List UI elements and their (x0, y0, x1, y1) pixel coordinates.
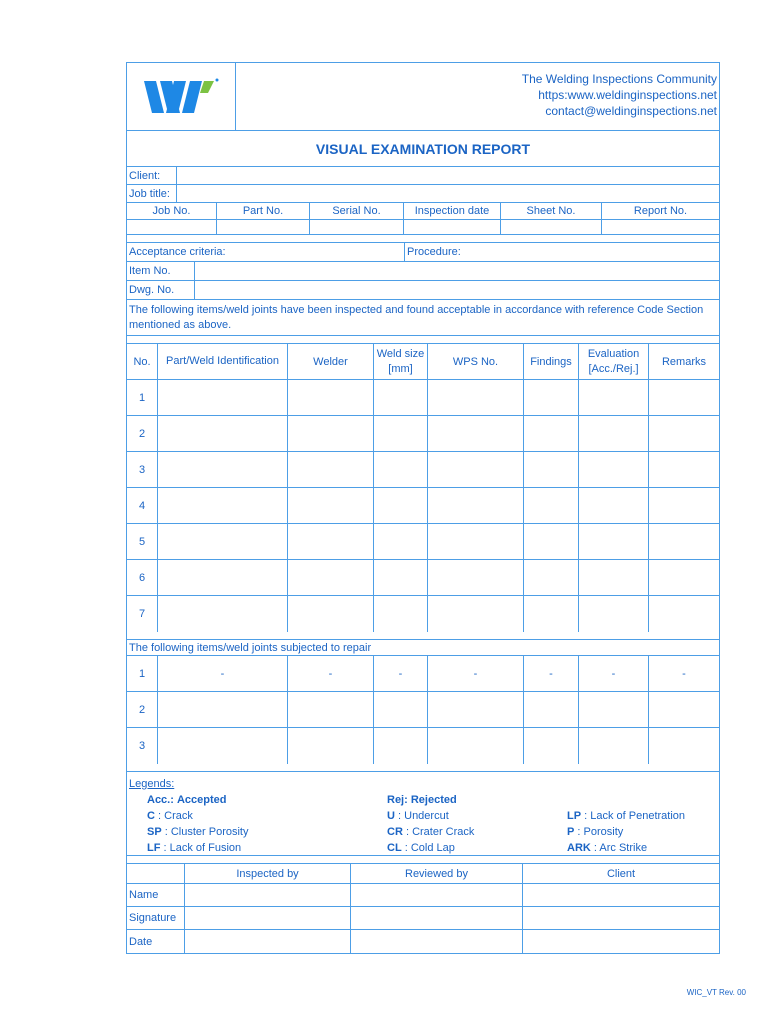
signoff-corner (127, 864, 185, 883)
client-row (127, 167, 719, 185)
col-evaluation: Evaluation [Acc./Rej.] (579, 344, 649, 379)
repair-table-body (127, 656, 719, 764)
part-no-field[interactable] (217, 220, 310, 234)
col-remarks: Remarks (661, 355, 706, 368)
row-number: 7 (127, 596, 158, 632)
job-no-header: Job No. (127, 203, 217, 219)
signoff-row (127, 907, 719, 930)
signoff-body (127, 884, 719, 953)
row-number: 6 (127, 560, 158, 595)
table-cell[interactable] (649, 596, 719, 632)
criteria-row (127, 243, 719, 262)
signoff-row (127, 930, 719, 953)
table-cell[interactable] (649, 692, 719, 727)
repair-row (127, 728, 719, 764)
legend-item (567, 792, 727, 808)
col-no: No. (127, 344, 158, 379)
table-cell[interactable] (524, 380, 579, 415)
table-cell[interactable] (524, 416, 579, 451)
table-cell[interactable] (649, 452, 719, 487)
signoff-row (127, 884, 719, 907)
inspection-row (127, 416, 719, 452)
legend-item: CR : Crater Crack (387, 826, 475, 838)
table-cell[interactable] (579, 728, 649, 764)
row-number: 1 (127, 656, 158, 691)
table-cell[interactable] (579, 692, 649, 727)
sheet-no-header: Sheet No. (501, 203, 602, 219)
table-cell[interactable] (428, 488, 524, 523)
job-title-row (127, 185, 719, 203)
table-cell[interactable] (158, 596, 288, 632)
table-cell[interactable] (374, 596, 428, 632)
serial-no-header: Serial No. (310, 203, 404, 219)
col-welder: Welder (288, 344, 374, 379)
inspection-row (127, 596, 719, 632)
item-no-field[interactable] (195, 262, 719, 280)
table-cell[interactable] (374, 524, 428, 559)
client-header: Client (606, 867, 636, 880)
company-logo (127, 63, 236, 130)
acceptance-statement: The following items/weld joints have been inspected and found acceptable in accordance with reference Code Section mentioned as above. (129, 303, 704, 331)
table-cell[interactable] (428, 416, 524, 451)
legend-item: ARK : Arc Strike (567, 842, 648, 854)
signoff-field[interactable] (351, 930, 523, 953)
wi-logo-icon (142, 75, 220, 119)
inspection-date-header: Inspection date (404, 203, 501, 219)
table-cell[interactable] (428, 692, 524, 727)
table-cell[interactable] (649, 416, 719, 451)
table-cell[interactable] (579, 416, 649, 451)
table-cell[interactable] (374, 560, 428, 595)
legend-item: SP : Cluster Porosity (147, 826, 249, 838)
table-cell[interactable] (158, 692, 288, 727)
table-cell[interactable] (428, 596, 524, 632)
inspected-by-header: Inspected by (185, 864, 351, 883)
report-no-header: Report No. (633, 205, 688, 217)
table-cell[interactable] (428, 380, 524, 415)
table-cell[interactable] (649, 560, 719, 595)
spacer-row (127, 336, 719, 344)
sheet-no-field[interactable] (501, 220, 602, 234)
job-title-label: Job title: (127, 185, 177, 202)
table-cell[interactable] (288, 728, 374, 764)
legends-grid (147, 792, 727, 856)
table-cell[interactable] (428, 728, 524, 764)
col-part-weld: Part/Weld Identification (158, 344, 288, 379)
table-cell[interactable] (428, 560, 524, 595)
signoff-label: Signature (127, 907, 185, 929)
legends-title: Legends: (129, 778, 175, 790)
table-cell[interactable]: - (428, 656, 524, 691)
table-cell[interactable] (374, 452, 428, 487)
table-cell[interactable] (524, 488, 579, 523)
document-code: WIC_VT Rev. 00 (686, 988, 746, 997)
inspection-row (127, 452, 719, 488)
inspection-row (127, 524, 719, 560)
table-cell[interactable] (288, 488, 374, 523)
row-number: 2 (127, 416, 158, 451)
report-form (126, 62, 720, 954)
table-cell[interactable] (288, 596, 374, 632)
signoff-field[interactable] (185, 907, 351, 929)
table-cell[interactable] (649, 380, 719, 415)
table-cell[interactable] (158, 416, 288, 451)
procedure-label: Procedure: (407, 246, 461, 258)
acceptance-criteria-label: Acceptance criteria: (127, 243, 405, 261)
dwg-no-row (127, 281, 719, 300)
table-cell[interactable]: - (524, 656, 579, 691)
table-cell[interactable] (579, 452, 649, 487)
spacer-row (127, 856, 719, 864)
table-cell[interactable] (288, 452, 374, 487)
inspection-row (127, 560, 719, 596)
col-wps: WPS No. (428, 344, 524, 379)
job-no-field[interactable] (127, 220, 217, 234)
repair-row (127, 656, 719, 692)
table-cell[interactable] (649, 524, 719, 559)
table-cell[interactable] (288, 524, 374, 559)
table-cell[interactable] (374, 488, 428, 523)
signoff-header (127, 864, 719, 884)
table-cell[interactable] (158, 560, 288, 595)
row-number: 1 (127, 380, 158, 415)
table-cell[interactable] (579, 380, 649, 415)
table-cell[interactable] (524, 560, 579, 595)
report-title-row (127, 131, 719, 167)
item-no-row (127, 262, 719, 281)
client-label: Client: (127, 167, 177, 184)
table-cell[interactable]: - (579, 656, 649, 691)
table-cell[interactable] (524, 596, 579, 632)
signoff-field[interactable] (351, 884, 523, 906)
table-cell[interactable] (524, 692, 579, 727)
table-cell[interactable] (374, 692, 428, 727)
table-cell[interactable]: - (374, 656, 428, 691)
table-cell[interactable] (158, 452, 288, 487)
table-cell[interactable] (579, 560, 649, 595)
signoff-field[interactable] (185, 884, 351, 906)
report-header (127, 63, 719, 131)
inspection-table-body (127, 380, 719, 632)
repair-statement: The following items/weld joints subjected to repair (129, 641, 372, 654)
statement-row (127, 300, 719, 336)
table-cell[interactable] (374, 416, 428, 451)
signoff-field[interactable] (523, 884, 719, 906)
table-cell[interactable] (158, 524, 288, 559)
signoff-field[interactable] (523, 907, 719, 929)
repair-row (127, 692, 719, 728)
job-title-field[interactable] (177, 185, 719, 202)
legend-item: Acc.: Accepted (147, 794, 227, 806)
inspection-row (127, 488, 719, 524)
legend-item: LF : Lack of Fusion (147, 842, 242, 854)
table-cell[interactable] (288, 380, 374, 415)
job-columns-header (127, 203, 719, 220)
table-cell[interactable]: - (158, 656, 288, 691)
spacer-row (127, 764, 719, 772)
row-number: 2 (127, 692, 158, 727)
table-cell[interactable] (649, 728, 719, 764)
legend-item: U : Undercut (387, 810, 449, 822)
part-no-header: Part No. (217, 203, 310, 219)
row-number: 5 (127, 524, 158, 559)
row-number: 4 (127, 488, 158, 523)
table-cell[interactable] (579, 488, 649, 523)
table-cell[interactable] (524, 452, 579, 487)
serial-no-field[interactable] (310, 220, 404, 234)
legend-item: Rej: Rejected (387, 794, 457, 806)
table-cell[interactable] (524, 524, 579, 559)
row-number: 3 (127, 452, 158, 487)
row-number: 3 (127, 728, 158, 764)
spacer-row (127, 235, 719, 243)
company-name: The Welding Inspections Community (521, 72, 717, 86)
table-cell[interactable] (374, 380, 428, 415)
report-no-field[interactable] (602, 220, 719, 234)
signoff-field[interactable] (185, 930, 351, 953)
signoff-label: Date (127, 930, 185, 953)
table-cell[interactable] (428, 452, 524, 487)
table-cell[interactable] (524, 728, 579, 764)
table-cell[interactable]: - (288, 656, 374, 691)
legend-item: CL : Cold Lap (387, 842, 455, 854)
company-url[interactable]: https:www.weldinginspections.net (538, 88, 717, 102)
table-cell[interactable] (649, 488, 719, 523)
table-cell[interactable] (158, 728, 288, 764)
inspection-table-header (127, 344, 719, 380)
company-email[interactable]: contact@weldinginspections.net (545, 104, 717, 118)
dwg-no-field[interactable] (195, 281, 719, 299)
inspection-row (127, 380, 719, 416)
table-cell[interactable] (374, 728, 428, 764)
table-cell[interactable] (579, 596, 649, 632)
signoff-label: Name (127, 884, 185, 906)
signoff-field[interactable] (523, 930, 719, 953)
table-cell[interactable] (158, 380, 288, 415)
report-title: VISUAL EXAMINATION REPORT (315, 140, 531, 157)
col-findings: Findings (524, 344, 579, 379)
table-cell[interactable] (158, 488, 288, 523)
col-weld-size: Weld size [mm] (374, 344, 428, 379)
job-columns-values (127, 220, 719, 235)
legend-item: C : Crack (147, 810, 193, 822)
table-cell[interactable] (428, 524, 524, 559)
client-field[interactable] (177, 167, 719, 184)
legends-section (127, 772, 719, 856)
repair-statement-row (127, 640, 719, 656)
reviewed-by-header: Reviewed by (351, 864, 523, 883)
table-cell[interactable] (288, 416, 374, 451)
dwg-no-label: Dwg. No. (127, 281, 195, 299)
inspection-date-field[interactable] (404, 220, 501, 234)
table-cell[interactable] (579, 524, 649, 559)
legend-item: LP : Lack of Penetration (567, 810, 686, 822)
legend-item: P : Porosity (567, 826, 624, 838)
item-no-label: Item No. (127, 262, 195, 280)
table-cell[interactable]: - (682, 667, 686, 680)
spacer-row (127, 632, 719, 640)
signoff-field[interactable] (351, 907, 523, 929)
company-info (236, 63, 719, 130)
table-cell[interactable] (288, 692, 374, 727)
table-cell[interactable] (288, 560, 374, 595)
